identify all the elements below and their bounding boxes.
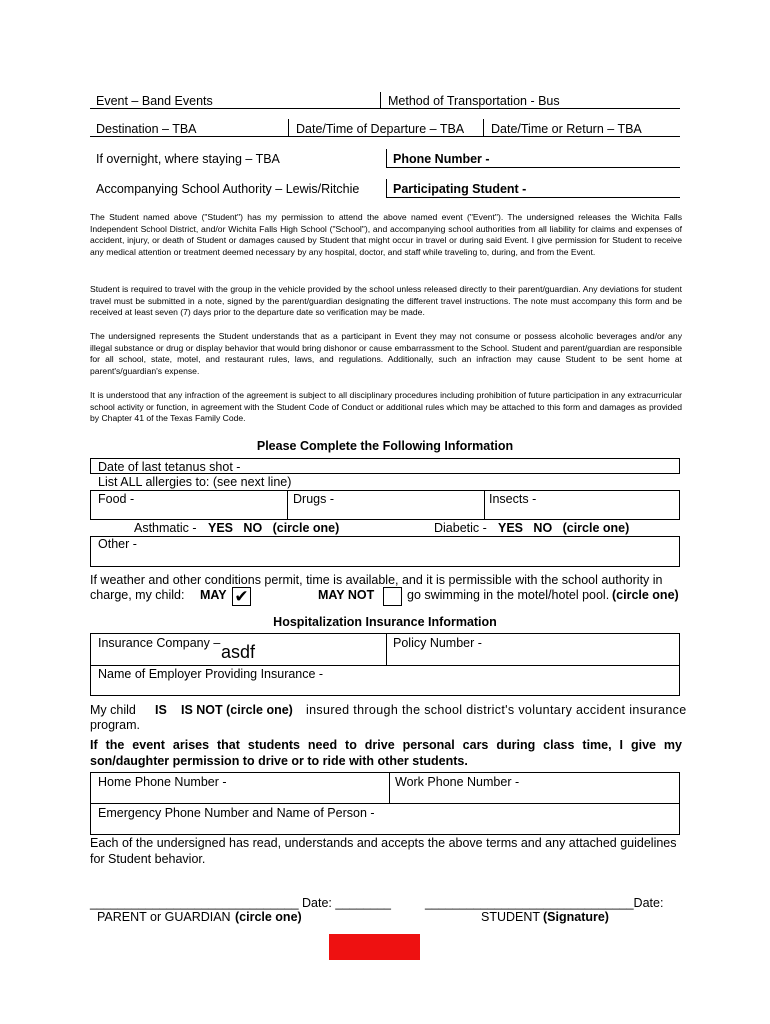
work-phone-label: Work Phone Number -	[395, 775, 520, 789]
conduct-paragraph: The undersigned represents the Student understands that as a participant in Event they may not consume or possess alcoholic beverages and/or any illegal substance or drug or display behavior that would bring dishonor or cause embarrassment to the School. Student and parent/guardian are responsible for all school, state, motel, and restaurant rules, laws, and regulations. Additionally, such an infraction may cause Student to be sent home at parent's/guardian's expense.	[90, 331, 682, 376]
swimming-suffix: go swimming in the motel/hotel pool.	[407, 588, 610, 602]
transport-method-label: Method of Transportation - Bus	[388, 94, 560, 108]
home-phone-field[interactable]	[90, 772, 389, 803]
may-not-checkbox[interactable]	[383, 587, 402, 606]
divider	[386, 197, 680, 198]
parent-guardian-label: PARENT or GUARDIAN	[97, 910, 231, 924]
release-paragraph: The Student named above ("Student") has my permission to attend the above named event ("Event"). The undersigned releases the Wichita Falls Independent School District, and/or Wichita Falls High School ("School"), and accompanying school authorities from all liability for claims and expenses of accident, injury, or death of Student or damages caused by Student that might occur in travel or during said Event. I give permission for Student to receive any medical attention or treatment deemed necessary by any hospital, doctor, and staff while traveling to, during, and from the Event.	[90, 212, 682, 257]
divider	[483, 119, 484, 136]
swimming-prefix: charge, my child:	[90, 588, 185, 602]
event-label: Event – Band Events	[96, 94, 213, 108]
asthmatic-choice[interactable]: YES NO (circle one)	[208, 521, 340, 535]
policy-number-field[interactable]	[386, 633, 680, 665]
cars-permission-text: If the event arises that students need to drive personal cars during class time, I give my son/daughter permission to drive or to ride with other students.	[90, 738, 682, 768]
drugs-label: Drugs -	[293, 492, 334, 506]
school-authority-label: Accompanying School Authority – Lewis/Ritchie	[96, 182, 360, 196]
participating-student-label: Participating Student -	[393, 182, 527, 196]
overnight-label: If overnight, where staying – TBA	[96, 152, 280, 166]
divider	[380, 92, 381, 108]
parent-signature-line[interactable]: ______________________________ Date: ________	[90, 896, 391, 910]
swimming-circle-one: (circle one)	[612, 588, 679, 602]
policy-number-label: Policy Number -	[393, 636, 482, 650]
departure-label: Date/Time of Departure – TBA	[296, 122, 465, 136]
swimming-text: If weather and other conditions permit, time is available, and it is permissible with the school authority in	[90, 573, 663, 587]
student-signature-note: (Signature)	[543, 910, 609, 924]
divider	[90, 108, 680, 109]
insurance-company-label: Insurance Company –	[98, 636, 221, 650]
tetanus-label: Date of last tetanus shot -	[98, 460, 241, 474]
diabetic-label: Diabetic -	[434, 521, 487, 535]
infraction-paragraph: It is understood that any infraction of the agreement is subject to all disciplinary procedures including prohibition of future participation in any extracurricular school activity or function, in agreement with the Student Code of Conduct or additional rules which may be attached to this form and damages as provided by Chapter 41 of the Texas Family Code.	[90, 390, 682, 424]
emergency-field[interactable]	[90, 803, 680, 835]
other-label: Other -	[98, 537, 137, 551]
red-action-button[interactable]	[329, 934, 420, 960]
info-heading: Please Complete the Following Information	[256, 439, 514, 453]
work-phone-field[interactable]	[389, 772, 680, 803]
divider	[386, 179, 387, 197]
home-phone-label: Home Phone Number -	[98, 775, 227, 789]
is-option[interactable]: IS	[155, 703, 167, 717]
is-not-option[interactable]: IS NOT (circle one)	[181, 703, 293, 717]
divider	[386, 167, 680, 168]
student-label: STUDENT	[481, 910, 541, 924]
program-label: program.	[90, 718, 141, 732]
check-mark-icon: ✔	[234, 587, 249, 606]
may-checkbox[interactable]	[232, 587, 251, 606]
travel-paragraph: Student is required to travel with the group in the vehicle provided by the school unless released directly to their parent/guardian. Any deviations for student travel must be submitted in a note, signed by the parent/guardian designating the different travel instructions. The note must accompany this form and be received at least seven (7) days prior to the departure date so verification may be made.	[90, 284, 682, 318]
divider	[386, 149, 387, 167]
employer-label: Name of Employer Providing Insurance -	[98, 667, 324, 681]
agreement-text: Each of the undersigned has read, understands and accepts the above terms and any attached guidelines for Student behavior.	[90, 836, 677, 866]
insurance-heading: Hospitalization Insurance Information	[273, 615, 497, 629]
divider	[288, 119, 289, 136]
insured-prefix: My child	[90, 703, 136, 717]
asthmatic-label: Asthmatic -	[134, 521, 197, 535]
insured-suffix: insured through the school district's voluntary accident insurance	[306, 703, 687, 717]
other-field[interactable]	[90, 536, 680, 567]
allergies-label: List ALL allergies to: (see next line)	[98, 475, 292, 489]
may-label: MAY	[200, 588, 227, 602]
parent-circle-one: (circle one)	[235, 910, 302, 924]
return-label: Date/Time or Return – TBA	[491, 122, 642, 136]
insects-label: Insects -	[489, 492, 537, 506]
food-label: Food -	[98, 492, 135, 506]
diabetic-choice[interactable]: YES NO (circle one)	[498, 521, 630, 535]
insurance-company-input[interactable]: asdf	[221, 642, 256, 662]
student-signature-line[interactable]: ______________________________Date:	[425, 896, 664, 910]
emergency-label: Emergency Phone Number and Name of Person -	[98, 806, 375, 820]
may-not-label: MAY NOT	[318, 588, 375, 602]
divider	[90, 665, 680, 666]
employer-field[interactable]	[90, 682, 680, 696]
destination-label: Destination – TBA	[96, 122, 197, 136]
phone-number-label: Phone Number -	[393, 152, 490, 166]
divider	[90, 136, 680, 137]
